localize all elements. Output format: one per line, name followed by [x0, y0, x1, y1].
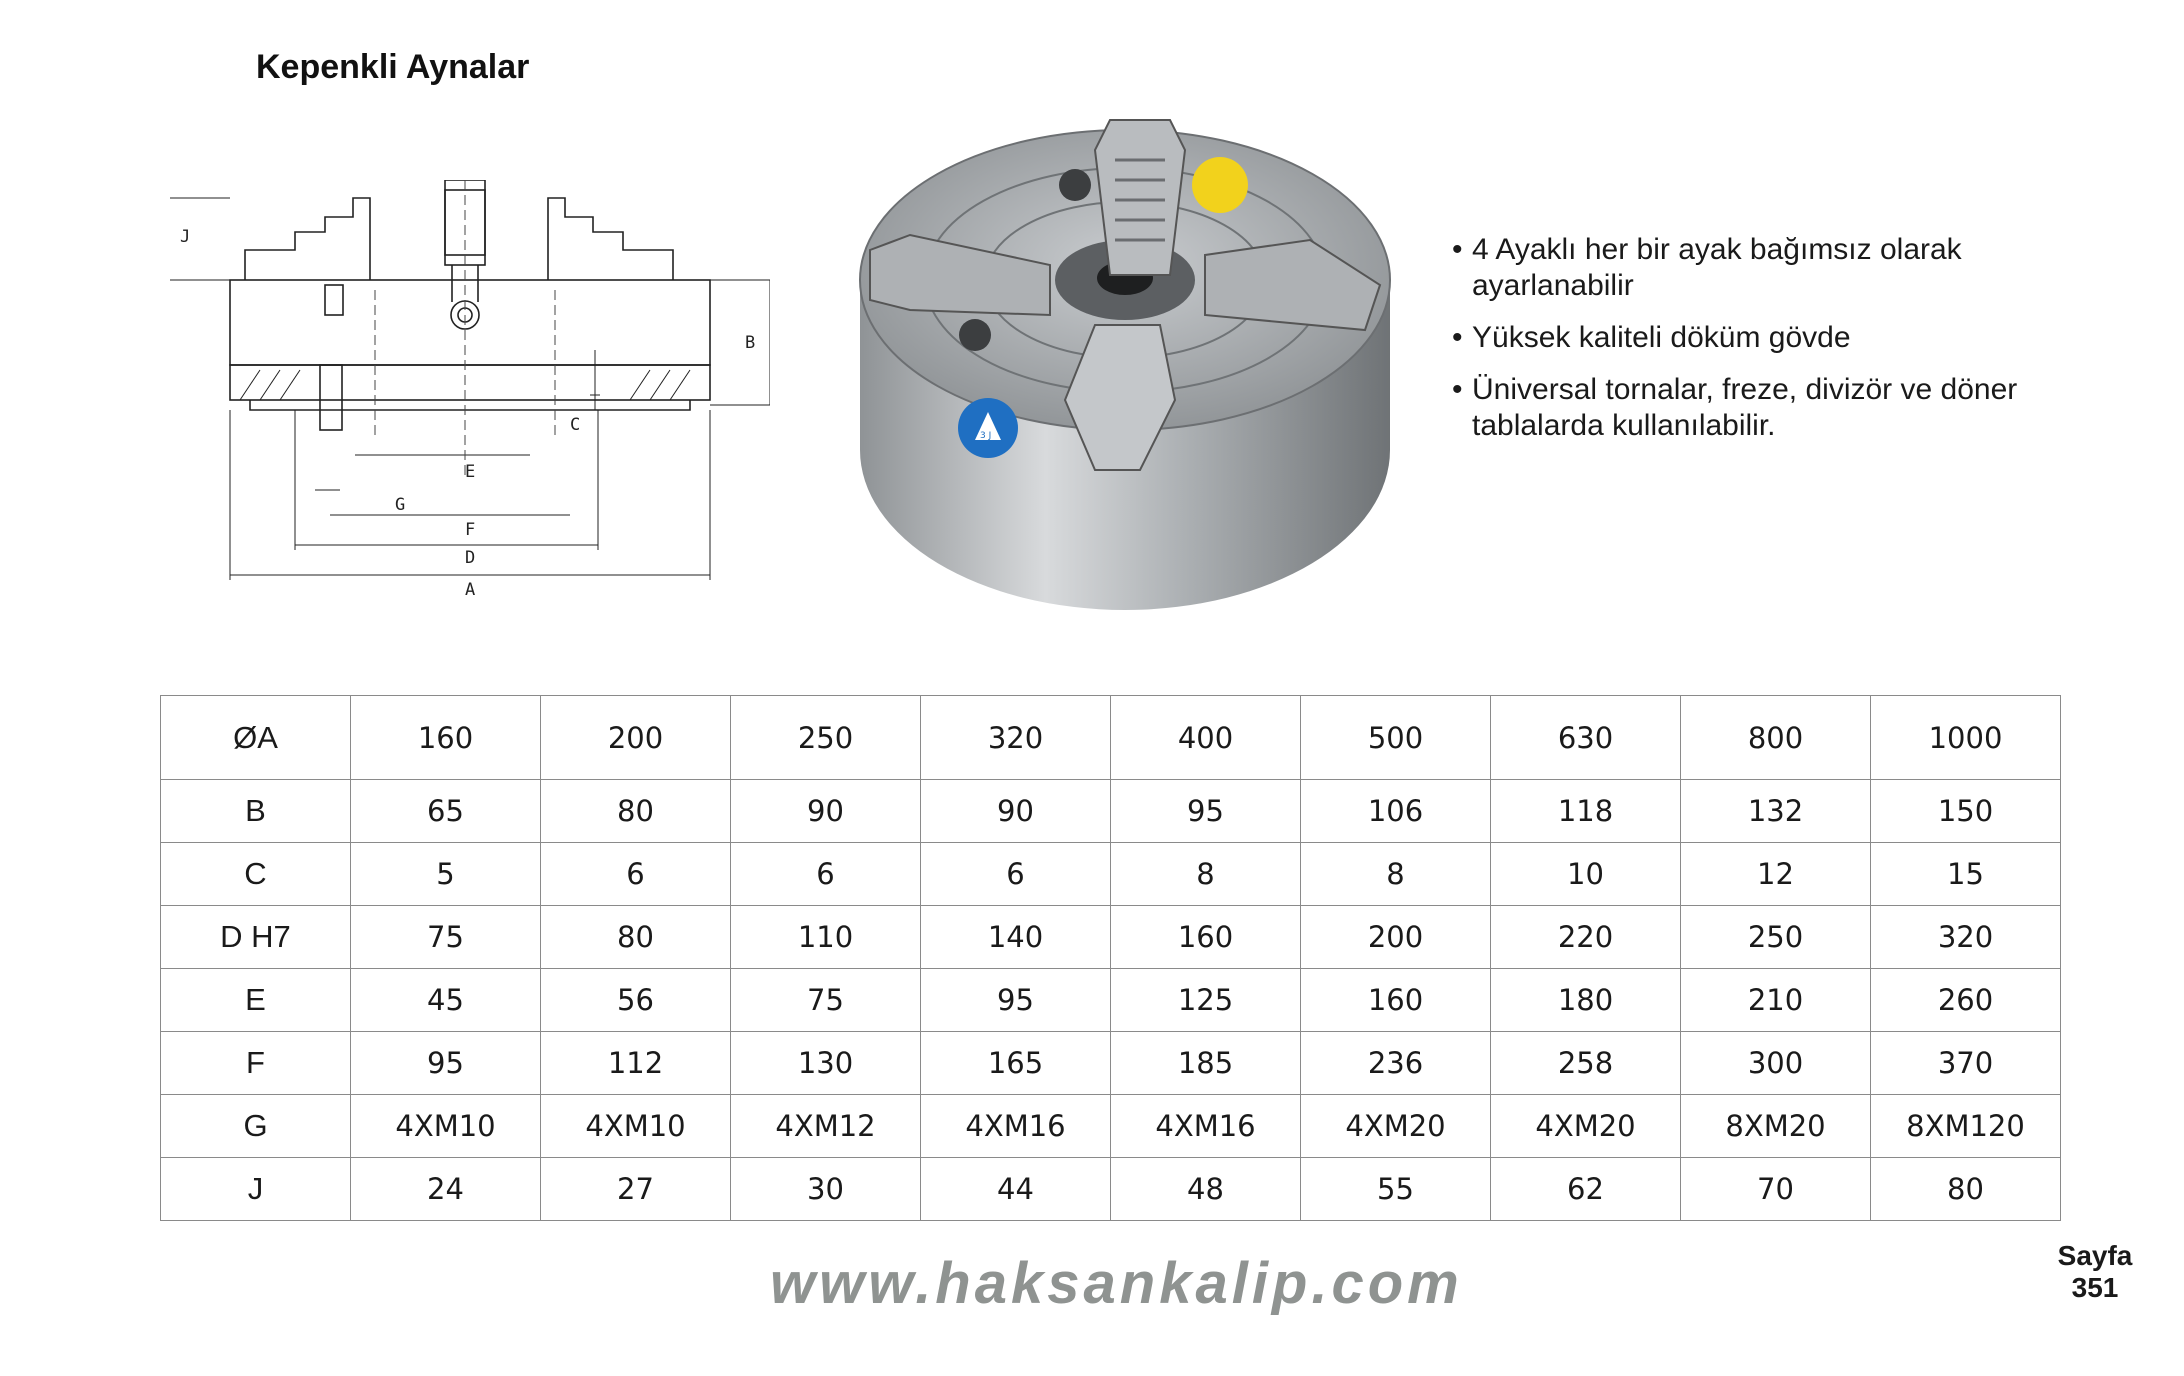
- dim-label-a: A: [465, 580, 476, 600]
- table-row: [161, 780, 2061, 843]
- dim-label-e: E: [465, 462, 476, 482]
- table-row: [161, 1095, 2061, 1158]
- table-row: [161, 969, 2061, 1032]
- dim-label-j: J: [180, 227, 191, 247]
- table-cell: 110: [731, 906, 921, 969]
- table-cell: 65: [351, 780, 541, 843]
- table-cell: 185: [1111, 1032, 1301, 1095]
- table-cell: 27: [541, 1158, 731, 1221]
- table-cell: 30: [731, 1158, 921, 1221]
- table-cell: 112: [541, 1032, 731, 1095]
- table-cell: 260: [1871, 969, 2061, 1032]
- table-cell: 130: [731, 1032, 921, 1095]
- table-cell: 75: [351, 906, 541, 969]
- table-cell: 370: [1871, 1032, 2061, 1095]
- table-cell: 4XM16: [921, 1095, 1111, 1158]
- row-label: ØA: [161, 696, 351, 780]
- table-cell: 24: [351, 1158, 541, 1221]
- table-cell: 62: [1491, 1158, 1681, 1221]
- table-cell: 160: [351, 696, 541, 780]
- table-cell: 236: [1301, 1032, 1491, 1095]
- table-cell: 8: [1301, 843, 1491, 906]
- jaw-top: [1095, 120, 1185, 275]
- page-label: Sayfa: [2057, 1240, 2133, 1271]
- table-cell: 95: [1111, 780, 1301, 843]
- table-cell: 160: [1301, 969, 1491, 1032]
- page-title: Kepenkli Aynalar: [256, 48, 530, 86]
- row-label: D H7: [161, 906, 351, 969]
- yellow-badge-icon: [1192, 157, 1248, 213]
- feature-item: • Üniversal tornalar, freze, divizör ve döner tablalarda kullanılabilir.: [1452, 372, 2092, 444]
- table-cell: 55: [1301, 1158, 1491, 1221]
- table-cell: 4XM10: [541, 1095, 731, 1158]
- table-cell: 8XM20: [1681, 1095, 1871, 1158]
- badge-text: 3 J: [980, 431, 992, 441]
- dim-label-b: B: [745, 333, 756, 353]
- table-cell: 48: [1111, 1158, 1301, 1221]
- table-cell: 320: [921, 696, 1111, 780]
- table-cell: 56: [541, 969, 731, 1032]
- table-cell: 200: [1301, 906, 1491, 969]
- row-label: G: [161, 1095, 351, 1158]
- table-row: [161, 906, 2061, 969]
- table-cell: 150: [1871, 780, 2061, 843]
- table-cell: 10: [1491, 843, 1681, 906]
- table-cell: 210: [1681, 969, 1871, 1032]
- table-cell: 75: [731, 969, 921, 1032]
- table-cell: 140: [921, 906, 1111, 969]
- table-cell: 12: [1681, 843, 1871, 906]
- table-cell: 258: [1491, 1032, 1681, 1095]
- table-cell: 320: [1871, 906, 2061, 969]
- table-cell: 180: [1491, 969, 1681, 1032]
- table-row: [161, 843, 2061, 906]
- row-label: B: [161, 780, 351, 843]
- table-cell: 250: [731, 696, 921, 780]
- table-cell: 165: [921, 1032, 1111, 1095]
- feature-list: [1452, 232, 2092, 460]
- table-cell: 4XM10: [351, 1095, 541, 1158]
- table-cell: 500: [1301, 696, 1491, 780]
- table-cell: 8XM120: [1871, 1095, 2061, 1158]
- table-cell: 6: [541, 843, 731, 906]
- table-cell: 106: [1301, 780, 1491, 843]
- table-cell: 1000: [1871, 696, 2061, 780]
- dim-label-d: D: [465, 548, 476, 568]
- dim-label-c: C: [570, 415, 581, 435]
- table-cell: 4XM12: [731, 1095, 921, 1158]
- table-cell: 6: [731, 843, 921, 906]
- website-url[interactable]: www.haksankalip.com: [770, 1251, 1463, 1316]
- chuck-photo: [840, 90, 1410, 630]
- table-cell: 4XM20: [1491, 1095, 1681, 1158]
- row-label: F: [161, 1032, 351, 1095]
- row-label: E: [161, 969, 351, 1032]
- technical-drawing: [170, 180, 770, 620]
- table-cell: 200: [541, 696, 731, 780]
- page-number-box: [2050, 1240, 2140, 1304]
- table-cell: 70: [1681, 1158, 1871, 1221]
- table-cell: 125: [1111, 969, 1301, 1032]
- table-cell: 95: [351, 1032, 541, 1095]
- table-cell: 800: [1681, 696, 1871, 780]
- table-cell: 44: [921, 1158, 1111, 1221]
- row-label: C: [161, 843, 351, 906]
- table-cell: 95: [921, 969, 1111, 1032]
- table-cell: 4XM16: [1111, 1095, 1301, 1158]
- table-cell: 80: [1871, 1158, 2061, 1221]
- table-cell: 5: [351, 843, 541, 906]
- table-cell: 15: [1871, 843, 2061, 906]
- table-cell: 400: [1111, 696, 1301, 780]
- table-cell: 118: [1491, 780, 1681, 843]
- feature-item: • Yüksek kaliteli döküm gövde: [1452, 320, 2092, 356]
- table-cell: 90: [731, 780, 921, 843]
- table-cell: 45: [351, 969, 541, 1032]
- row-label: J: [161, 1158, 351, 1221]
- table-row: [161, 696, 2061, 780]
- table-row: [161, 1158, 2061, 1221]
- table-cell: 300: [1681, 1032, 1871, 1095]
- dim-label-g: G: [395, 495, 406, 515]
- dim-label-f: F: [465, 520, 476, 540]
- table-cell: 630: [1491, 696, 1681, 780]
- table-cell: 80: [541, 906, 731, 969]
- table-cell: 4XM20: [1301, 1095, 1491, 1158]
- table-cell: 80: [541, 780, 731, 843]
- table-cell: 160: [1111, 906, 1301, 969]
- table-cell: 220: [1491, 906, 1681, 969]
- table-cell: 90: [921, 780, 1111, 843]
- feature-item: • 4 Ayaklı her bir ayak bağımsız olarak ayarlanabilir: [1452, 232, 2092, 304]
- table-cell: 250: [1681, 906, 1871, 969]
- table-row: [161, 1032, 2061, 1095]
- page-number: 351: [2071, 1272, 2119, 1303]
- table-cell: 6: [921, 843, 1111, 906]
- table-cell: 132: [1681, 780, 1871, 843]
- spec-table: [160, 695, 2061, 1221]
- table-cell: 8: [1111, 843, 1301, 906]
